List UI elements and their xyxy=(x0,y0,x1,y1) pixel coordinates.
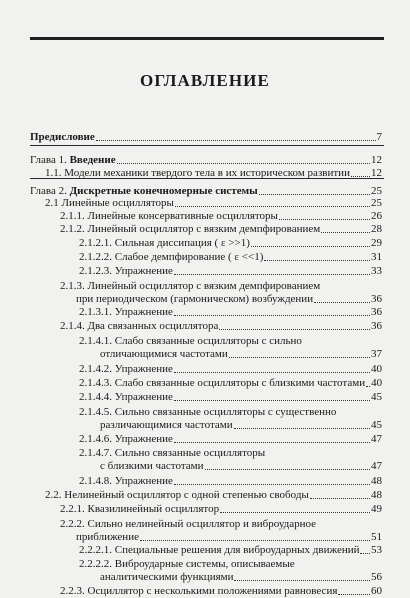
page-number: 53 xyxy=(371,544,382,556)
toc-entry[interactable] xyxy=(79,390,382,404)
page-number: 37 xyxy=(371,348,382,360)
toc-entry-title xyxy=(30,153,116,167)
page-number: 12 xyxy=(371,167,382,179)
page-number: 40 xyxy=(371,377,383,389)
dot-leader xyxy=(205,469,371,470)
toc-entry-title: 2.2.3. Осциллятор с несколькими положениями равновесия xyxy=(60,585,338,597)
toc-entry-title: 2.1.2.3. Упражнение xyxy=(79,265,173,277)
toc-entry-first-line: 2.2.2. Сильно нелинейный осциллятор и виброударное xyxy=(60,518,317,530)
dot-leader xyxy=(175,206,370,207)
dot-leader xyxy=(117,163,370,164)
toc-entry-title: 2.1.2. Линейный осциллятор с вязким демпфированием xyxy=(60,223,321,235)
dot-leader xyxy=(174,315,370,316)
page-number: 25 xyxy=(371,197,382,209)
dot-leader xyxy=(229,357,370,358)
toc-entry[interactable] xyxy=(76,292,382,306)
page-number: 12 xyxy=(371,154,382,166)
toc-entry-title: 2.1.2.1. Сильная диссипация ( ε >>1) xyxy=(79,237,250,249)
toc-entry[interactable] xyxy=(79,376,382,390)
dot-leader xyxy=(174,442,370,443)
dot-leader xyxy=(174,400,370,401)
page-number: 25 xyxy=(371,185,382,197)
toc-entry[interactable] xyxy=(60,209,382,223)
toc-entry-title: 2.1.4. Два связанных осциллятора xyxy=(60,320,219,332)
dot-leader xyxy=(338,594,370,595)
toc-entry[interactable] xyxy=(79,474,382,488)
toc-entry[interactable] xyxy=(79,543,382,557)
chapter-prefix: Глава 2. xyxy=(30,185,70,197)
toc-entry[interactable] xyxy=(45,196,382,210)
dot-leader xyxy=(360,553,370,554)
toc-entry[interactable] xyxy=(79,305,382,319)
toc-entry[interactable] xyxy=(45,166,382,180)
separator-rule xyxy=(30,145,384,146)
toc-entry-title: приближение xyxy=(76,531,139,543)
page-number: 56 xyxy=(371,571,382,583)
toc-entry-title: 2.1.2.2. Слабое демпфирование ( ε <<1) xyxy=(79,251,264,263)
toc-entry[interactable] xyxy=(100,459,382,473)
dot-leader xyxy=(174,484,370,485)
toc-entry[interactable] xyxy=(45,488,382,502)
dot-leader xyxy=(174,274,370,275)
toc-entry[interactable] xyxy=(100,418,382,432)
toc-entry-title: 2.1.1. Линейные консервативные осцилляторы xyxy=(60,210,278,222)
toc-entry[interactable] xyxy=(79,264,382,278)
toc-entry-title: аналитическими функциями xyxy=(100,571,234,583)
toc-entry-title: 2.1.4.6. Упражнение xyxy=(79,433,173,445)
toc-entry-title: 2.1 Линейные осцилляторы xyxy=(45,197,174,209)
top-rule xyxy=(30,37,384,40)
chapter-prefix: Глава 1. xyxy=(30,154,70,166)
page-number: 48 xyxy=(371,475,382,487)
dot-leader xyxy=(96,140,376,141)
dot-leader xyxy=(264,260,370,261)
dot-leader xyxy=(234,428,370,429)
toc-entry[interactable] xyxy=(60,319,382,333)
toc-entry[interactable] xyxy=(30,153,382,167)
page-number: 33 xyxy=(371,265,382,277)
chapter-title: Введение xyxy=(69,154,116,166)
toc-entry[interactable] xyxy=(79,362,382,376)
page-number: 36 xyxy=(371,293,382,305)
toc-entry-title: отличающимися частотами xyxy=(100,348,228,360)
dot-leader xyxy=(310,498,370,499)
page-number: 45 xyxy=(371,391,382,403)
dot-leader xyxy=(314,302,370,303)
page-number: 36 xyxy=(371,306,382,318)
toc-entry-first-line: 2.1.4.5. Сильно связанные осцилляторы с существенно xyxy=(79,406,337,418)
toc-entry-first-line: 2.2.2.2. Виброударные системы, описываемые xyxy=(79,558,295,570)
toc-entry-first-line: 2.1.4.1. Слабо связанные осцилляторы с сильно xyxy=(79,335,302,347)
toc-entry[interactable] xyxy=(60,502,382,516)
toc-entry-first-line: 2.1.4.7. Сильно связанные осцилляторы xyxy=(79,447,266,459)
dot-leader xyxy=(351,176,370,177)
dot-leader xyxy=(366,386,370,387)
toc-entry-title: 2.1.4.3. Слабо связанные осцилляторы с близкими частотами xyxy=(79,377,366,389)
toc-entry[interactable] xyxy=(76,530,382,544)
page-title: ОГЛАВЛЕНИЕ xyxy=(140,71,270,90)
toc-entry-title: с близкими частотами xyxy=(100,460,204,472)
dot-leader xyxy=(259,194,370,195)
toc-entry-title: при периодическом (гармоническом) возбуждении xyxy=(76,293,314,305)
toc-entry-title: 2.1.4.2. Упражнение xyxy=(79,363,173,375)
toc-entry[interactable] xyxy=(100,570,382,584)
page-number: 26 xyxy=(371,210,382,222)
dot-leader xyxy=(234,580,370,581)
toc-entry[interactable] xyxy=(79,250,382,264)
dot-leader xyxy=(140,540,370,541)
toc-entry[interactable] xyxy=(60,584,382,598)
page-number: 45 xyxy=(371,419,382,431)
toc-entry[interactable] xyxy=(79,236,382,250)
toc-entry-title: 2.2. Нелинейный осциллятор с одной степенью свободы xyxy=(45,489,309,501)
page-number: 29 xyxy=(371,237,382,249)
toc-entry-title: 1.1. Модели механики твердого тела в их историческом развитии xyxy=(45,167,350,179)
page-number: 60 xyxy=(371,585,382,597)
page-number: 48 xyxy=(371,489,382,501)
dot-leader xyxy=(174,372,370,373)
page-number: 49 xyxy=(371,503,382,515)
toc-entry[interactable] xyxy=(100,347,382,361)
page-number: 36 xyxy=(371,320,382,332)
dot-leader xyxy=(251,246,370,247)
toc-entry[interactable] xyxy=(60,222,382,236)
toc-entry-title: 2.2.1. Квазилинейный осциллятор xyxy=(60,503,220,515)
dot-leader xyxy=(219,329,370,330)
dot-leader xyxy=(321,232,370,233)
page-number: 7 xyxy=(376,131,382,143)
page-number: 51 xyxy=(371,531,382,543)
toc-entry-title: 2.2.2.1. Специальные решения для виброударных движений xyxy=(79,544,360,556)
page-number: 40 xyxy=(371,363,382,375)
toc-entry-title: Предисловие xyxy=(30,131,95,143)
toc-entry[interactable] xyxy=(79,432,382,446)
dot-leader xyxy=(220,512,370,513)
page-number: 28 xyxy=(371,223,382,235)
toc-entry-title: 2.1.4.8. Упражнение xyxy=(79,475,173,487)
chapter-title: Дискретные конечномерные системы xyxy=(69,185,258,197)
toc-entry-title: 2.1.4.4. Упражнение xyxy=(79,391,173,403)
toc-entry-title: различающимися частотами xyxy=(100,419,233,431)
toc-entry-title: 2.1.3.1. Упражнение xyxy=(79,306,173,318)
page-number: 47 xyxy=(371,460,382,472)
page-number: 31 xyxy=(371,251,382,263)
toc-entry[interactable] xyxy=(30,130,382,144)
dot-leader xyxy=(279,219,370,220)
toc-entry-first-line: 2.1.3. Линейный осциллятор с вязким демпфированием xyxy=(60,280,321,292)
page-number: 47 xyxy=(371,433,382,445)
